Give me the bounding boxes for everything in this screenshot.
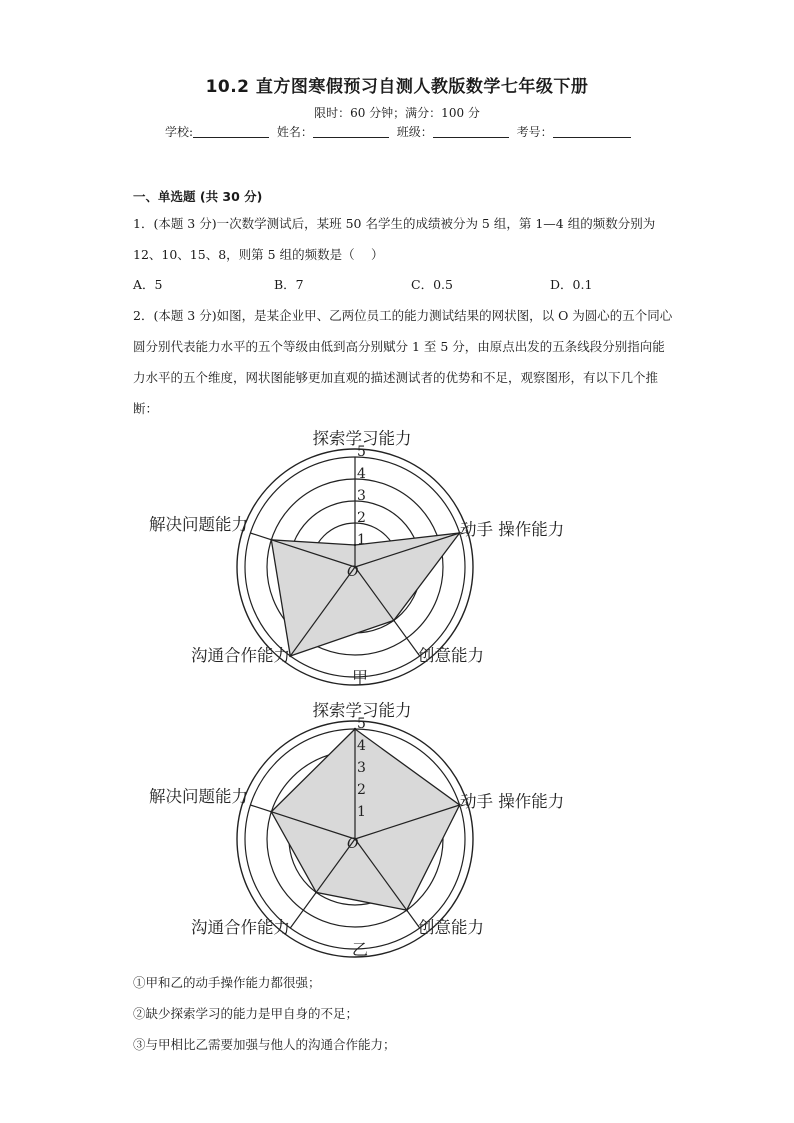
dimension-label-explore: 探索学习能力 — [312, 701, 412, 720]
ring-label-3: 3 — [357, 488, 366, 504]
school-blank[interactable] — [193, 125, 269, 138]
ring-label-1: 1 — [357, 804, 366, 820]
data-point-explore — [354, 544, 356, 546]
origin-label: O — [347, 564, 359, 580]
exam-number-blank[interactable] — [553, 125, 631, 138]
statement-3: ③与甲相比乙需要加强与他人的沟通合作能力； — [133, 1037, 396, 1052]
chart-caption: 乙 — [351, 940, 369, 959]
question-1-text: 1．(本题 3 分)一次数学测试后，某班 50 名学生的成绩被分为 5 组，第 1—4 组的频数分别为 12、10、15、8，则第 5 组的频数是（ ） — [133, 216, 656, 262]
dimension-label-explore: 探索学习能力 — [312, 429, 412, 448]
origin-label: O — [347, 836, 359, 852]
q1-option-a: A．5 — [133, 277, 163, 292]
name-blank[interactable] — [313, 125, 389, 138]
dimension-label-communicate: 沟通合作能力 — [191, 646, 290, 665]
ring-label-5: 5 — [357, 716, 366, 732]
ring-label-3: 3 — [357, 760, 366, 776]
question-2-text: 2．(本题 3 分)如图，是某企业甲、乙两位员工的能力测试结果的网状图，以 O 为圆心的五个同心圆分别代表能力水平的五个等级由低到高分别赋分 1 至 5 分，由原点出发的五条线段分别指向能力水平的五个维度，网状图能够更加直观的描述测试者的优势和不足，观察图形，有以下几个推断： — [133, 308, 673, 416]
radar-chart-yi — [130, 692, 600, 962]
q1-option-b: B．7 — [274, 277, 304, 292]
data-point-creative — [406, 909, 408, 911]
ring-label-2: 2 — [357, 510, 366, 526]
data-point-solve — [270, 539, 272, 541]
school-label: 学校: — [165, 125, 194, 139]
section-title: 一、单选题 (共 30 分) — [133, 189, 263, 204]
q1-option-c: C．0.5 — [411, 277, 453, 292]
data-point-communicate — [315, 891, 317, 893]
radar-chart-jia — [130, 420, 600, 690]
dimension-label-creative: 创意能力 — [418, 918, 484, 937]
data-polygon — [271, 533, 459, 656]
ring-label-4: 4 — [357, 466, 366, 482]
time-limit: 限时：60 分钟；满分：100 分 — [314, 106, 480, 120]
dimension-label-handson: 动手 操作能力 — [460, 792, 565, 811]
dimension-label-solve: 解决问题能力 — [149, 787, 248, 806]
name-label: 姓名： — [276, 125, 313, 139]
ring-label-5: 5 — [357, 444, 366, 460]
class-label: 班级： — [396, 125, 433, 139]
dimension-label-communicate: 沟通合作能力 — [191, 918, 290, 937]
document-title: 10.2 直方图寒假预习自测人教版数学七年级下册 — [205, 77, 589, 97]
ring-label-1: 1 — [357, 532, 366, 548]
dimension-label-solve: 解决问题能力 — [149, 515, 248, 534]
ring-label-4: 4 — [357, 738, 366, 754]
q1-option-d: D．0.1 — [550, 277, 593, 292]
statement-2: ②缺少探索学习的能力是甲自身的不足； — [133, 1006, 359, 1021]
exam-number-label: 考号： — [516, 125, 553, 139]
dimension-label-creative: 创意能力 — [418, 646, 484, 665]
data-point-solve — [270, 811, 272, 813]
data-point-creative — [393, 619, 395, 621]
dimension-label-handson: 动手 操作能力 — [460, 520, 565, 539]
ring-label-2: 2 — [357, 782, 366, 798]
statement-1: ①甲和乙的动手操作能力都很强； — [133, 975, 321, 990]
student-info-fields — [165, 123, 635, 140]
chart-caption: 甲 — [351, 668, 369, 687]
class-blank[interactable] — [433, 125, 509, 138]
data-point-explore — [354, 728, 356, 730]
